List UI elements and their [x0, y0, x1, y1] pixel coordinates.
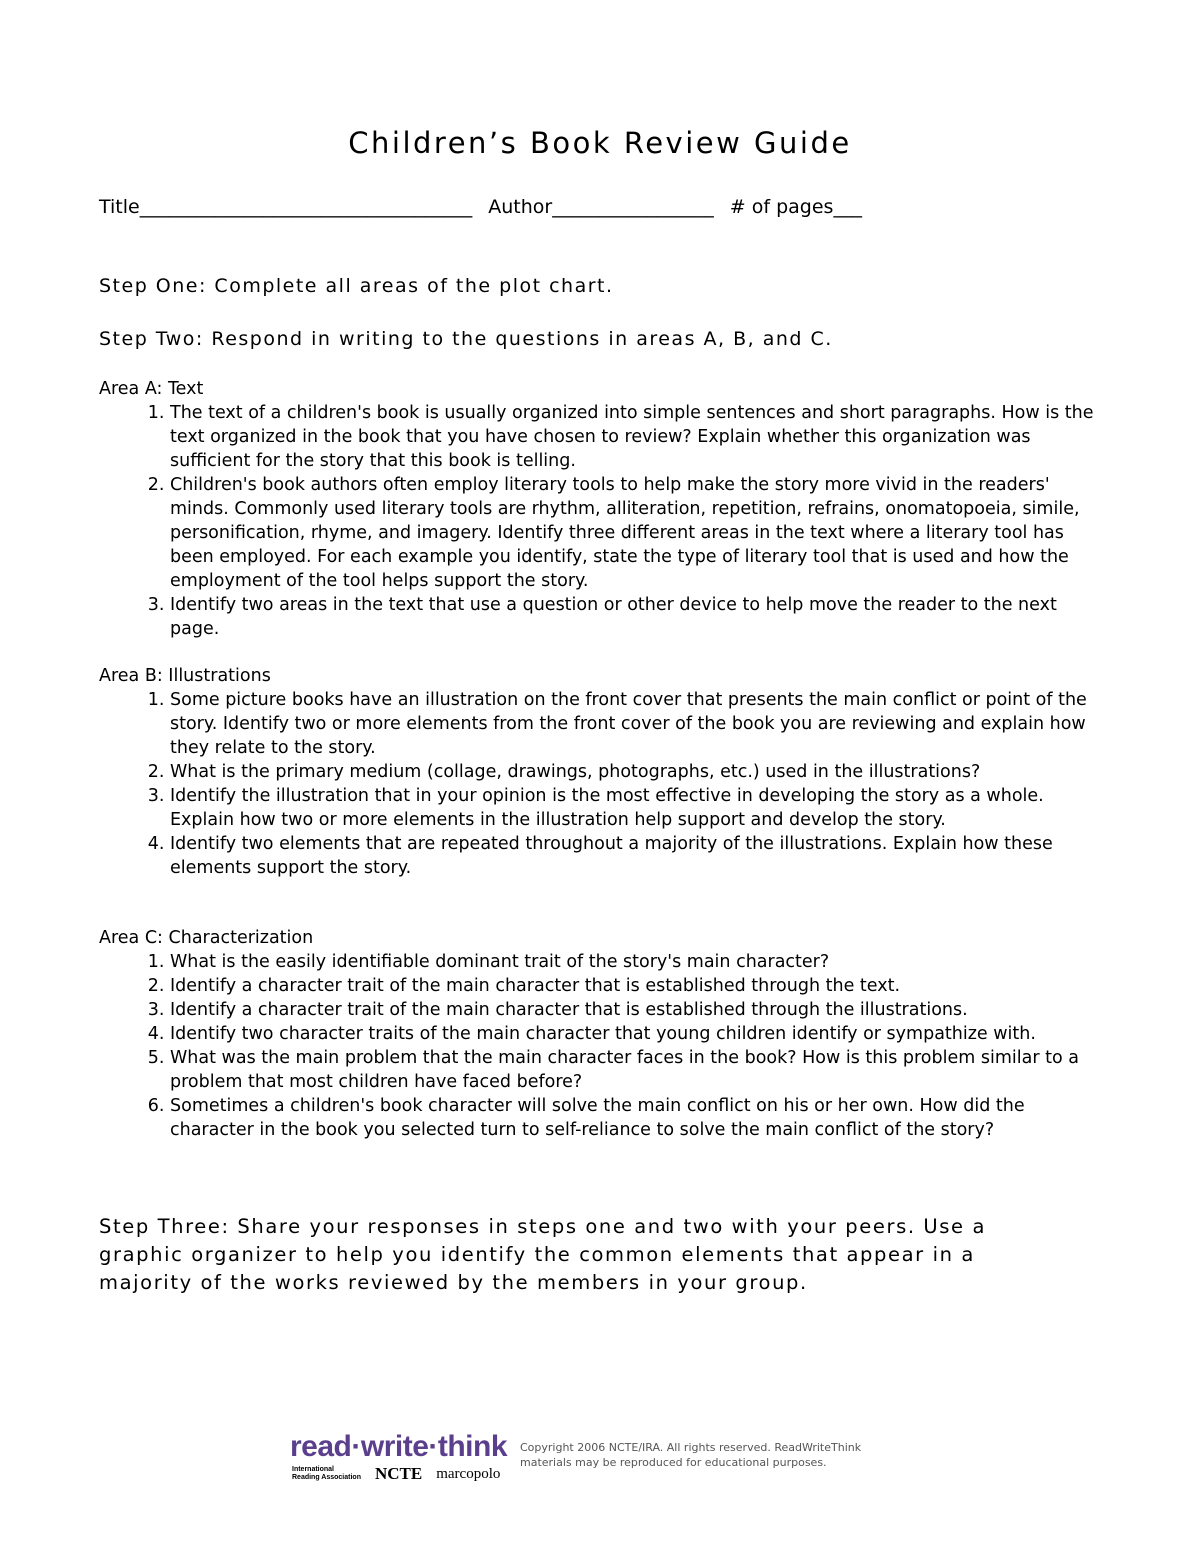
ira-logo: International Reading Association: [292, 1466, 361, 1481]
step-three: Step Three: Share your responses in steps one and two with your peers. Use a graphic organizer to help you identify the common elements that appear in a majority of the works reviewed by the members in your group.: [99, 1215, 987, 1294]
copyright-line-1: Copyright 2006 NCTE/IRA. All rights reserved. ReadWriteThink: [520, 1441, 862, 1454]
area-b-heading: Area B: Illustrations: [99, 666, 271, 686]
list-item: 3. Identify two areas in the text that use a question or other device to help move the reader to the next page.: [170, 593, 1109, 641]
book-info-fields: [99, 196, 1099, 218]
author-field: Author_________________: [488, 196, 714, 218]
copyright-notice: [520, 1440, 861, 1470]
copyright-line-2: materials may be reproduced for educational purposes.: [520, 1456, 827, 1469]
area-b-section: [99, 664, 1109, 880]
list-item: 1. What is the easily identifiable dominant trait of the story's main character?: [170, 950, 1109, 974]
list-item: 4. Identify two character traits of the main character that young children identify or sympathize with.: [170, 1022, 1109, 1046]
readwritethink-logo: read·write·think: [290, 1430, 508, 1463]
footer: [290, 1430, 910, 1490]
list-item: 1. The text of a children's book is usually organized into simple sentences and short paragraphs. How is the text organized in the book that you have chosen to review? Explain whether this organization was sufficient for the story that this book is telling.: [170, 401, 1109, 473]
list-item: 2. What is the primary medium (collage, drawings, photographs, etc.) used in the illustrations?: [170, 760, 1109, 784]
list-item: 3. Identify a character trait of the main character that is established through the illustrations.: [170, 998, 1109, 1022]
area-c-heading: Area C: Characterization: [99, 928, 314, 948]
list-item: 3. Identify the illustration that in your opinion is the most effective in developing the story as a whole. Explain how two or more elements in the illustration help support and develop the story.: [170, 784, 1109, 832]
pages-field: # of pages___: [729, 196, 862, 218]
area-a-list: [99, 401, 1109, 641]
step-one: Step One: Complete all areas of the plot chart.: [99, 275, 614, 297]
step-two: Step Two: Respond in writing to the questions in areas A, B, and C.: [99, 328, 833, 350]
list-item: 6. Sometimes a children's book character will solve the main conflict on his or her own. How did the character in the book you selected turn to self-reliance to solve the main conflict of the story?: [170, 1094, 1109, 1142]
list-item: 1. Some picture books have an illustration on the front cover that presents the main conflict or point of the story. Identify two or more elements from the front cover of the book you are reviewing and explain how they relate to the story.: [170, 688, 1109, 760]
area-c-section: [99, 926, 1109, 1142]
list-item: 4. Identify two elements that are repeated throughout a majority of the illustrations. Explain how these elements support the story.: [170, 832, 1109, 880]
list-item: 2. Children's book authors often employ literary tools to help make the story more vivid in the readers' minds. Commonly used literary tools are rhythm, alliteration, repetition, refrains, onomatopoeia, simile, personification, rhyme, and imagery. Identify three different areas in the text where a literary tool has been employed. For each example you identify, state the type of literary tool that is used and how the employment of the tool helps support the story.: [170, 473, 1109, 593]
ncte-logo: NCTE: [374, 1464, 423, 1483]
title-field: Title___________________________________: [99, 196, 473, 218]
area-b-list: [99, 688, 1109, 880]
partner-logos: [292, 1464, 500, 1484]
area-a-section: [99, 377, 1109, 641]
page-title: Children’s Book Review Guide: [348, 126, 852, 160]
marcopolo-logo: marcopolo: [436, 1465, 501, 1482]
list-item: 5. What was the main problem that the main character faces in the book? How is this problem similar to a problem that most children have faced before?: [170, 1046, 1109, 1094]
list-item: 2. Identify a character trait of the main character that is established through the text.: [170, 974, 1109, 998]
area-c-list: [99, 950, 1109, 1142]
area-a-heading: Area A: Text: [99, 379, 204, 399]
